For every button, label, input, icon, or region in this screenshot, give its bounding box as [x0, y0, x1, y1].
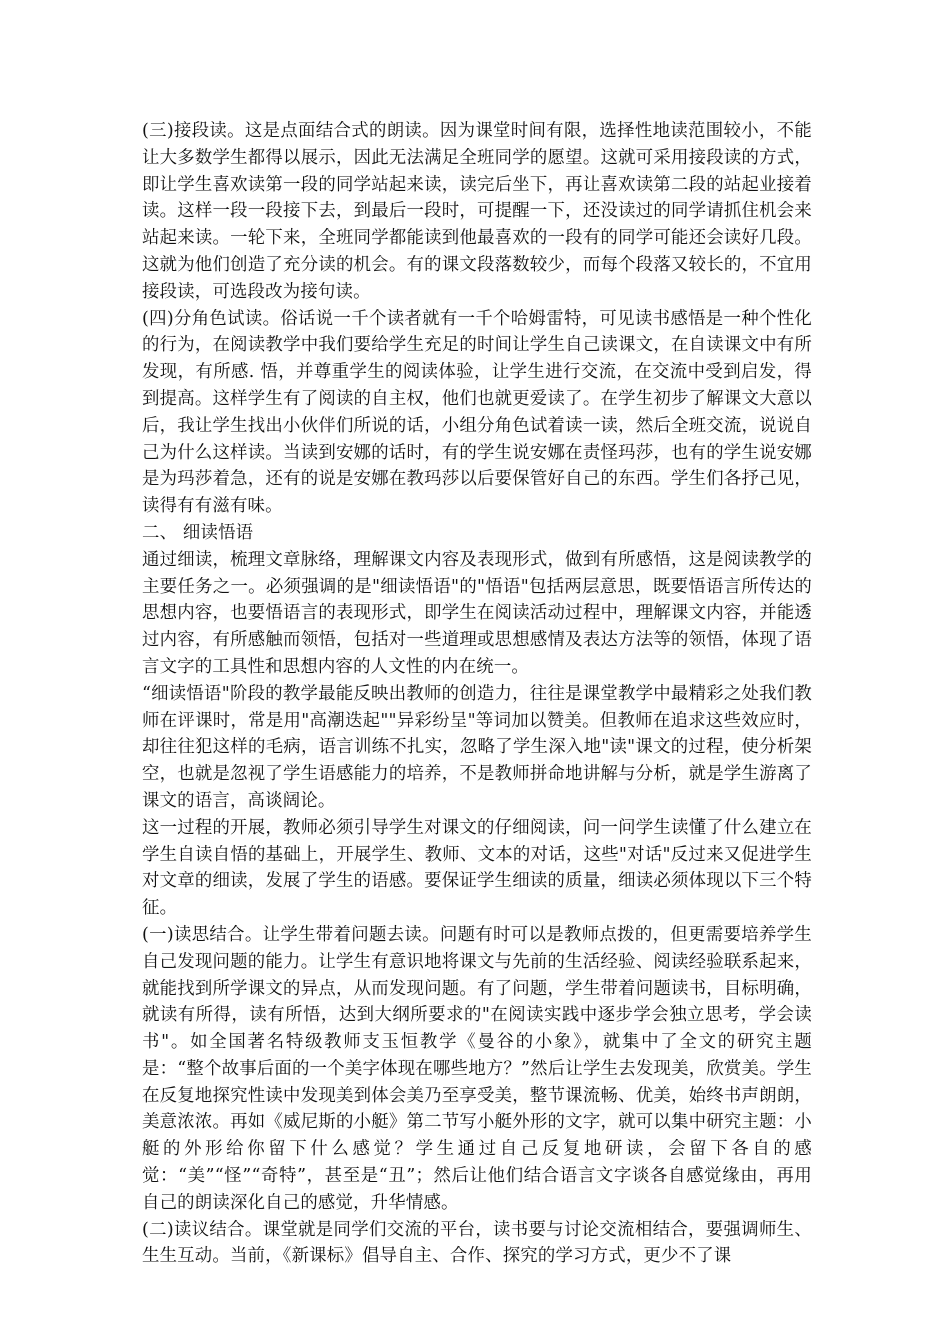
section-heading-xidu: 二、 细读悟语: [142, 522, 254, 543]
paragraph-jieduandu: (三)接段读。这是点面结合式的朗读。因为课堂时间有限，选择性地读范围较小，不能让大多数学生都得以展示，因此无法满足全班同学的愿望。这就可采用接段读的方式，即让学生喜欢读第一段的同学站起来读，读完后坐下，再让喜欢读第二段的站起业接着读。这样一段一段接下去，到最后一段时，可提醒一下，还没读过的同学请抓住机会来站起来读。一轮下来，全班同学都能读到他最喜欢的一段有的同学可能还会读好几段。这就为他们创造了充分读的机会。有的课文段落数较少，而每个段落又较长的，不宜用接段读，可选段改为接句读。: [142, 121, 812, 302]
paragraph-duyi: (二)读议结合。课堂就是同学们交流的平台，读书要与讨论交流相结合，要强调师生、生生互动。当前，《新课标》倡导自主、合作、探究的学习方式，更少不了课: [142, 1219, 812, 1267]
paragraph-dusi: (一)读思结合。让学生带着问题去读。问题有时可以是教师点拨的，但更需要培养学生自己发现问题的能力。让学生有意识地将课文与先前的生活经验、阅读经验联系起来，就能找到所学课文的异点，从而发现问题。有了问题，学生带着问题读书，目标明确，就读有所得，读有所悟，达到大纲所要求的"在阅读实践中逐步学会独立思考，学会读书"。如全国著名特级教师支玉恒教学《曼谷的小象》，就集中了全文的研究主题是：“整个故事后面的一个美字体现在哪些地方？”然后让学生去发现美，欣赏美。学生在反复地探究性读中发现美到体会美乃至享受美，整节课流畅、优美，始终书声朗朗，美意浓浓。再如《威尼斯的小艇》第二节写小艇外形的文字，就可以集中研究主题：小艇的外形给你留下什么感觉？学生通过自己反复地研读，会留下各自的感觉：“美”“怪”“奇特”，甚至是“丑”；然后让他们结合语言文字谈各自感觉缘由，再用自己的朗读深化自己的感觉，升华情感。: [142, 924, 812, 1213]
paragraph-fenjuese: (四)分角色试读。俗话说一千个读者就有一千个哈姆雷特，可见读书感悟是一种个性化的行为，在阅读教学中我们要给学生充足的时间让学生自己读课文，在自读课文中有所发现，有所感. 悟，并尊重学生的阅读体验，让学生进行交流，在交流中受到启发，得到提高。这样学生有了阅读的自主权，他们也就更爱读了。在学生初步了解课文大意以后，我让学生找出小伙伴们所说的话，小组分角色试着读一读，然后全班交流，说说自己为什么这样读。当读到安娜的话时，有的学生说安娜在责怪玛莎，也有的学生说安娜是为玛莎着急，还有的说是安娜在教玛莎以后要保管好自己的东西。学生们各抒己见，读得有有滋有味。: [142, 308, 812, 517]
paragraph-xidu-teaching: “细读悟语"阶段的教学最能反映出教师的创造力，往往是课堂教学中最精彩之处我们教师在评课时，常是用"高潮迭起""异彩纷呈"等词加以赞美。但教师在追求这些效应时，却往往犯这样的毛病，语言训练不扎实，忽略了学生深入地"读"课文的过程，使分析架空，也就是忽视了学生语感能力的培养，不是教师拼命地讲解与分析，就是学生游离了课文的语言，高谈阔论。: [142, 683, 812, 811]
paragraph-xidu-process: 这一过程的开展，教师必须引导学生对课文的仔细阅读，问一问学生读懂了什么建立在学生自读自悟的基础上，开展学生、教师、文本的对话，这些"对话"反过来又促进学生对文章的细读，发展了学生的语感。要保证学生细读的质量，细读必须体现以下三个特征。: [142, 817, 812, 919]
document-body: [142, 118, 812, 1270]
paragraph-xidu-intro: 通过细读，梳理文章脉络，理解课文内容及表现形式，做到有所感悟，这是阅读教学的主要任务之一。必须强调的是"细读悟语"的"悟语"包括两层意思，既要悟语言所传达的思想内容，也要悟语言的表现形式，即学生在阅读活动过程中，理解课文内容，并能透过内容，有所感触而领悟，包括对一些道理或思想感情及表达方法等的领悟，体现了语言文字的工具性和思想内容的人文性的内在统一。: [142, 549, 812, 677]
